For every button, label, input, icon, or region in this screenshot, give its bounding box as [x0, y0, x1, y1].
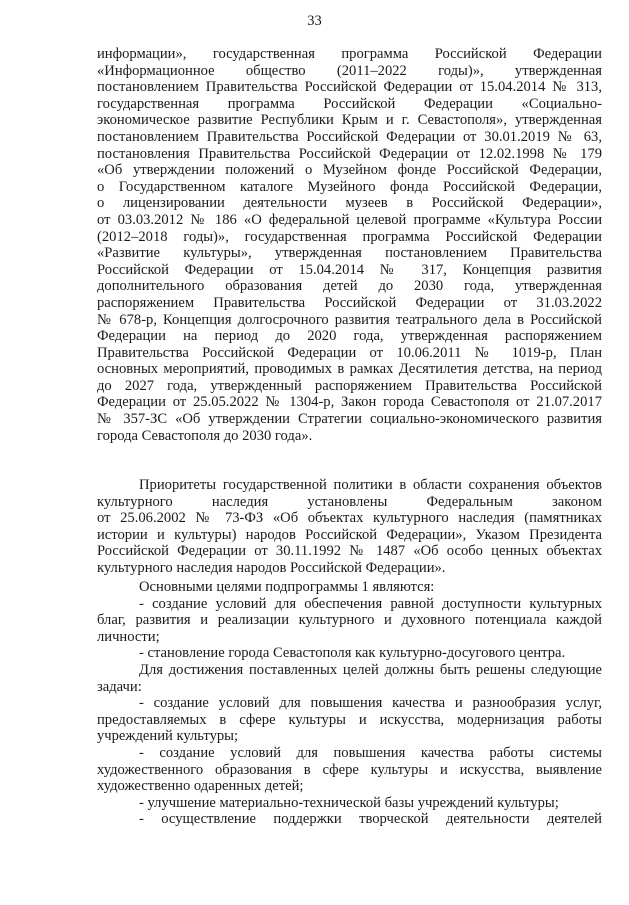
- text-line: до 2027 года, утвержденный распоряжением Правительства Российской: [97, 377, 602, 394]
- text-line: «Информационное общество (2011–2022 годы)», утвержденная: [97, 62, 602, 79]
- list-item: - создание условий для обеспечения равной доступности культурных: [139, 595, 602, 612]
- text-line: Федерации от 25.05.2022 № 1304-р, Закон города Севастополя от 21.07.2017: [97, 394, 602, 411]
- text-line: предоставляемых в сфере культуры и искусства, модернизация работы: [97, 711, 602, 728]
- text-line: художественно одаренных детей;: [97, 778, 304, 795]
- text-line: задачи:: [97, 678, 142, 695]
- text-line: художественного образования в сфере культуры и искусства, выявление: [97, 761, 602, 778]
- text-line: «Развитие культуры», утвержденная постановлением Правительства: [97, 245, 602, 262]
- text-line: культурного наследия народов Российской Федерации».: [97, 559, 446, 576]
- text-line: Федерации на период до 2020 года, утвержденная распоряжением: [97, 328, 602, 345]
- text-line: основных мероприятий, проводимых в рамках Десятилетия детства, на период: [97, 361, 602, 378]
- text-line: культурного наследия установлены Федеральным законом: [97, 493, 602, 510]
- text-line: государственная программа Российской Федерации «Социально-: [97, 95, 602, 112]
- list-item: - создание условий для повышения качества и разнообразия услуг,: [139, 695, 602, 712]
- text-line: о Государственном каталоге Музейного фонда Российской Федерации,: [97, 178, 602, 195]
- list-item: - осуществление поддержки творческой деятельности деятелей: [139, 811, 602, 828]
- text-line: № 678-р, Концепция долгосрочного развития театрального дела в Российской: [97, 311, 602, 328]
- paragraph-goals-tasks: [97, 579, 602, 828]
- text-line: Российской Федерации от 30.11.1992 № 1487 «Об особо ценных объектах: [97, 543, 602, 560]
- text-line: дополнительного образования детей до 2030 года, утвержденная: [97, 278, 602, 295]
- text-line: «Об утверждении положений о Музейном фонде Российской Федерации,: [97, 162, 602, 179]
- text-line: Основными целями подпрограммы 1 являются:: [139, 579, 435, 595]
- text-line: личности;: [97, 628, 160, 645]
- paragraph-legal-acts: [97, 46, 602, 444]
- text-line: от 03.03.2012 № 186 «О федеральной целевой программе «Культура России: [97, 211, 602, 228]
- text-line: благ, развития и реализации культурного и духовного потенциала каждой: [97, 612, 602, 629]
- text-line: Для достижения поставленных целей должны быть решены следующие: [139, 661, 602, 678]
- text-line: постановлением Правительства Российской Федерации от 15.04.2014 № 313,: [97, 79, 602, 96]
- text-line: истории и культуры) народов Российской Федерации», Указом Президента: [97, 526, 602, 543]
- text-line: Российской Федерации от 15.04.2014 № 317, Концепция развития: [97, 261, 602, 278]
- list-item: - создание условий для повышения качества работы системы: [139, 744, 602, 761]
- text-line: информации», государственная программа Российской Федерации: [97, 46, 602, 62]
- text-line: Правительства Российской Федерации от 10.06.2011 № 1019-р, План: [97, 344, 602, 361]
- text-line: постановлением Правительства Российской Федерации от 30.01.2019 № 63,: [97, 128, 602, 145]
- text-line: экономическое развитие Республики Крым и г. Севастополя», утвержденная: [97, 112, 602, 129]
- list-item: - улучшение материально-технической базы учреждений культуры;: [139, 794, 559, 811]
- text-line: учреждений культуры;: [97, 728, 239, 745]
- text-line: распоряжением Правительства Российской Федерации от 31.03.2022: [97, 294, 602, 311]
- text-line: № 357-ЗС «Об утверждении Стратегии социально-экономического развития: [97, 411, 602, 428]
- text-line: от 25.06.2002 № 73-ФЗ «Об объектах культурного наследия (памятниках: [97, 510, 602, 527]
- text-line: Приоритеты государственной политики в области сохранения объектов: [139, 477, 602, 493]
- text-line: о лицензировании деятельности музеев в Российской Федерации»,: [97, 195, 602, 212]
- text-line: постановления Правительства Российской Федерации от 12.02.1998 № 179: [97, 145, 602, 162]
- paragraph-priorities: [97, 477, 602, 577]
- list-item: - становление города Севастополя как культурно-досугового центра.: [139, 645, 566, 662]
- text-line: (2012–2018 годы)», государственная программа Российской Федерации: [97, 228, 602, 245]
- text-line: города Севастополя до 2030 года».: [97, 427, 313, 444]
- page-number: 33: [307, 13, 322, 29]
